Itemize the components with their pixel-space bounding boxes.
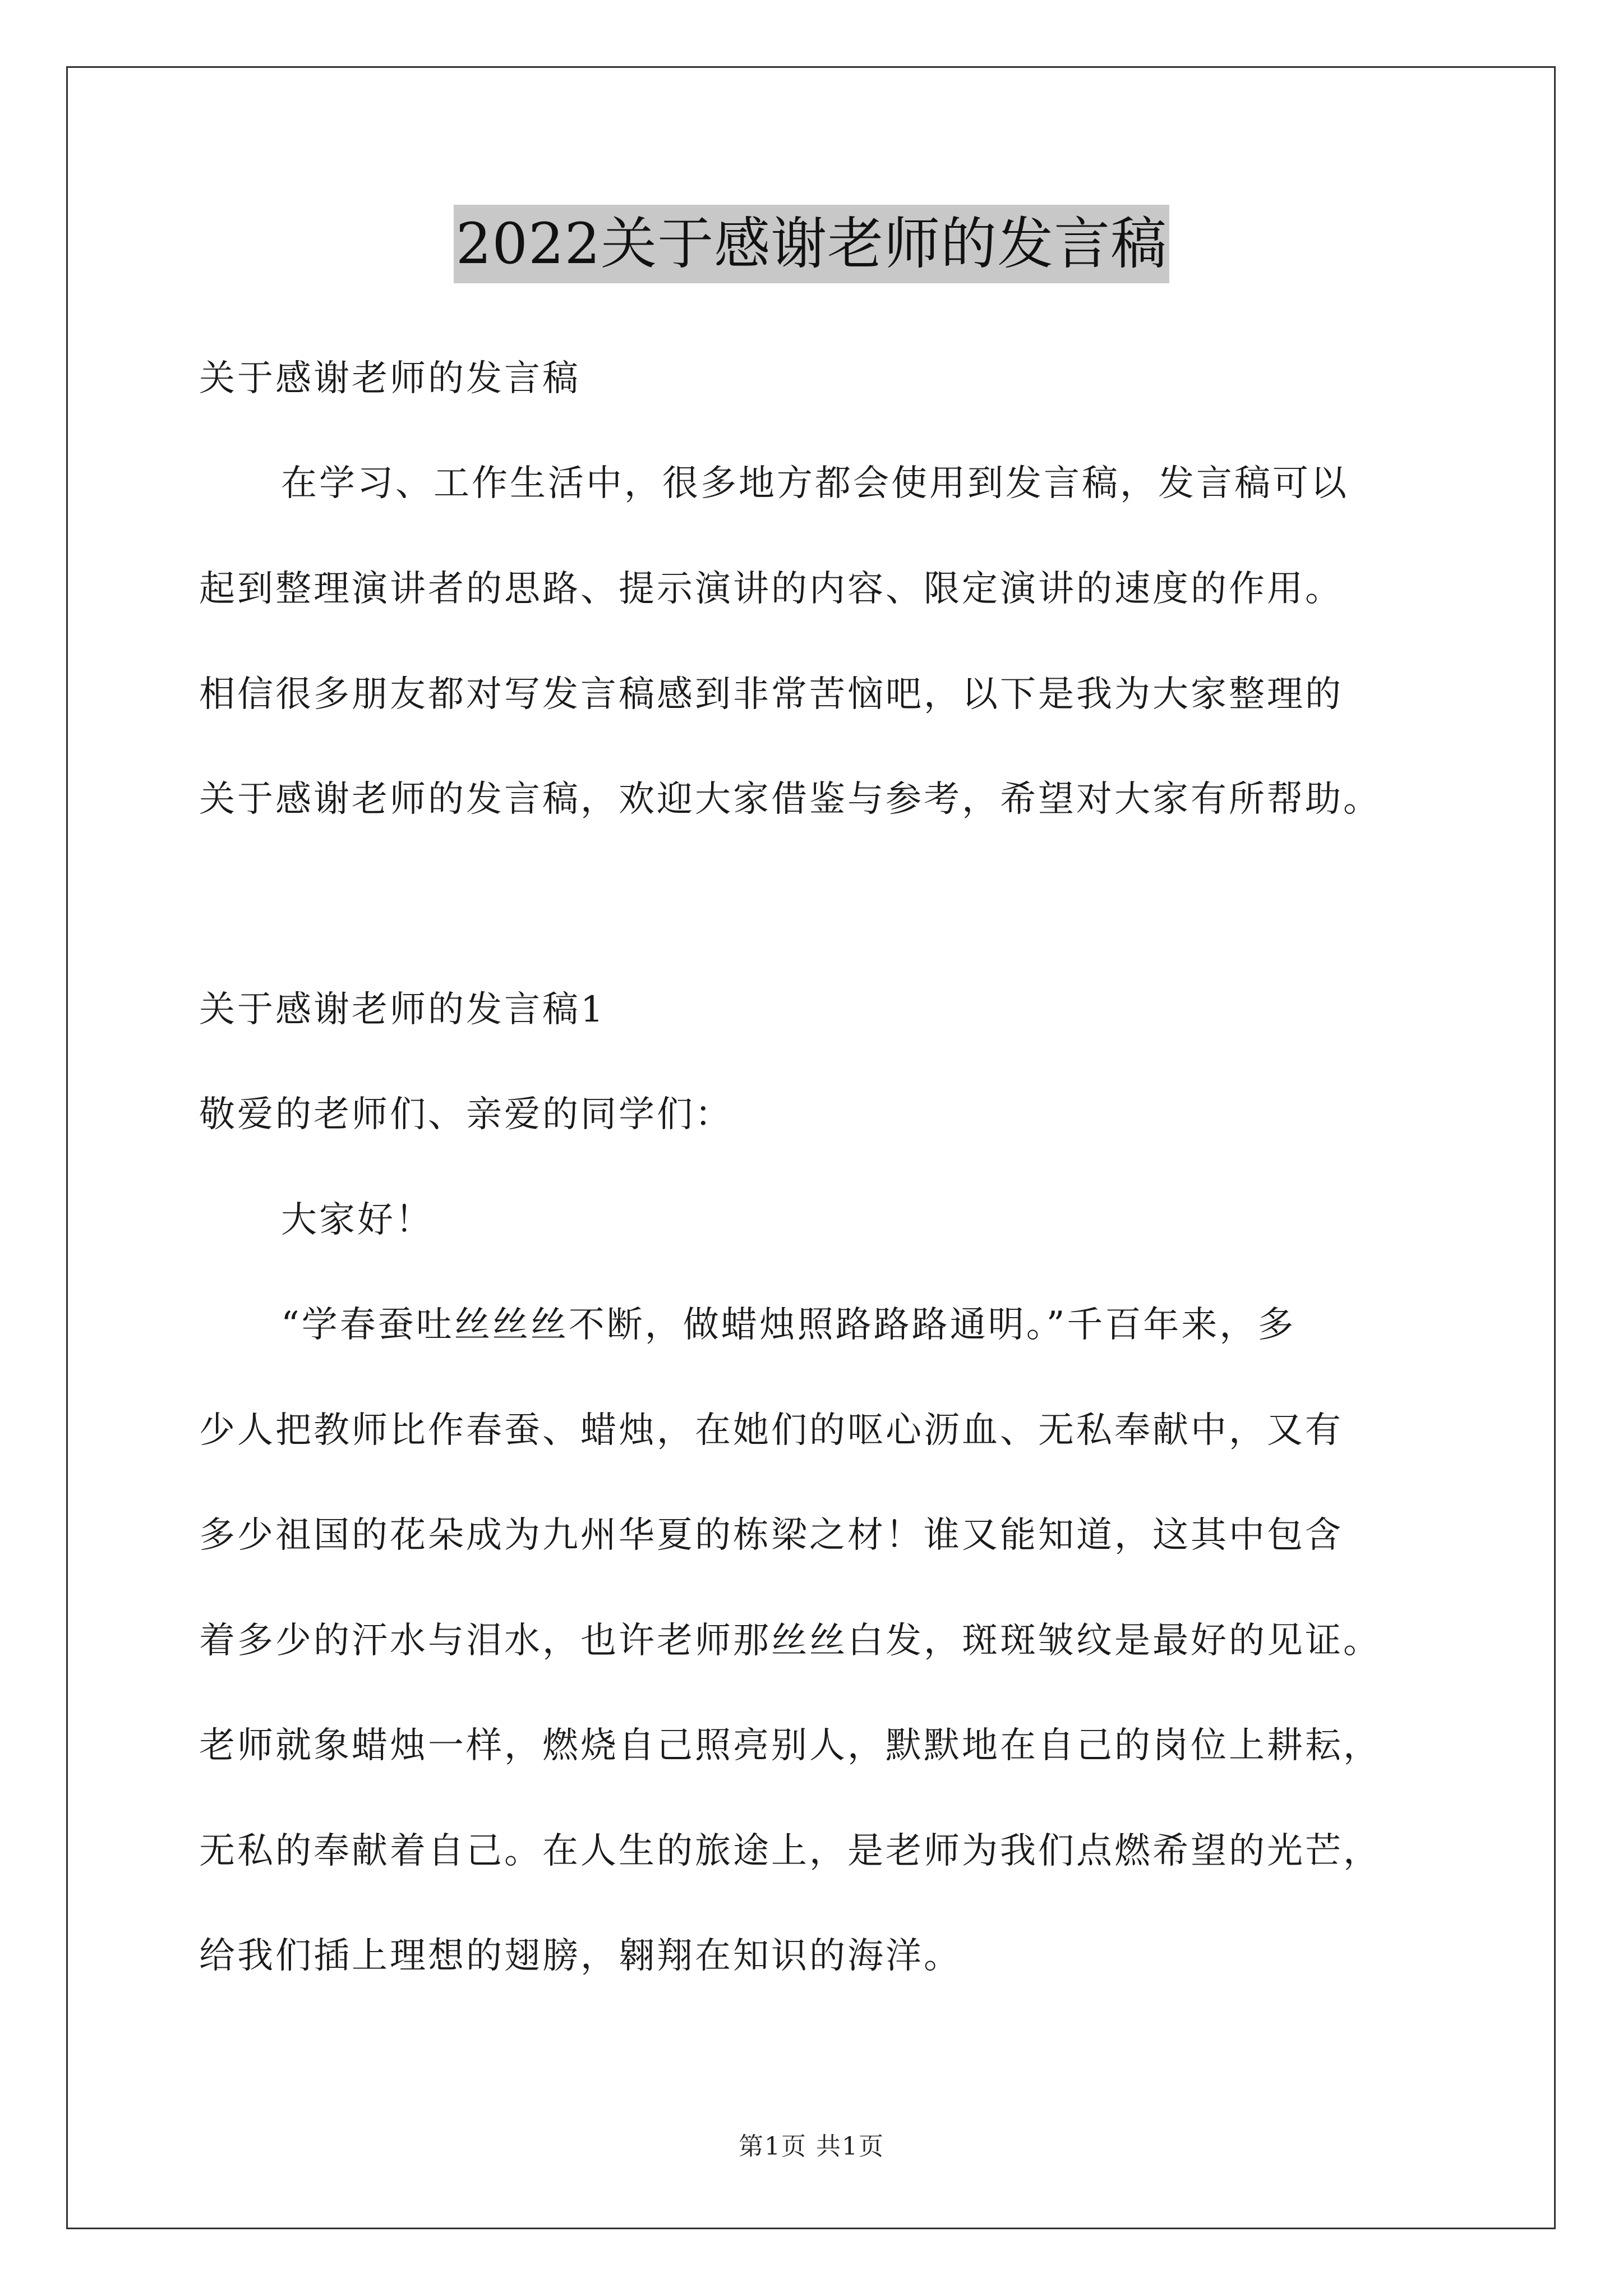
intro-line: 相信很多朋友都对写发言稿感到非常苦恼吧，以下是我为大家整理的: [199, 674, 1343, 715]
document-title: 2022关于感谢老师的发言稿: [454, 205, 1170, 283]
intro-line: 关于感谢老师的发言稿，欢迎大家借鉴与参考，希望对大家有所帮助。: [199, 779, 1381, 820]
body-line: 无私的奉献着自己。在人生的旅途上，是老师为我们点燃希望的光芒，: [199, 1830, 1381, 1872]
title-container: [0, 205, 1623, 283]
intro-line: 起到整理演讲者的思路、提示演讲的内容、限定演讲的速度的作用。: [199, 568, 1343, 610]
body-line: 给我们插上理想的翅膀，翱翔在知识的海洋。: [199, 1935, 962, 1977]
intro-line: 在学习、工作生活中，很多地方都会使用到发言稿，发言稿可以: [281, 463, 1349, 504]
body-line: 着多少的汗水与泪水，也许老师那丝丝白发，斑斑皱纹是最好的见证。: [199, 1620, 1381, 1662]
document-heading: 关于感谢老师的发言稿: [199, 358, 580, 399]
body-line: 多少祖国的花朵成为九州华夏的栋梁之材！谁又能知道，这其中包含: [199, 1515, 1343, 1556]
page-footer: 第1页 共1页: [739, 2132, 884, 2161]
salutation: 敬爱的老师们、亲爱的同学们：: [199, 1094, 733, 1135]
section-heading: 关于感谢老师的发言稿1: [199, 989, 606, 1030]
body-line: “学春蚕吐丝丝丝不断，做蜡烛照路路路通明。”千百年来，多: [281, 1304, 1296, 1346]
body-line: 少人把教师比作春蚕、蜡烛，在她们的呕心沥血、无私奉献中，又有: [199, 1410, 1343, 1451]
greeting: 大家好！: [281, 1199, 434, 1241]
body-line: 老师就象蜡烛一样，燃烧自己照亮别人，默默地在自己的岗位上耕耘，: [199, 1725, 1381, 1766]
